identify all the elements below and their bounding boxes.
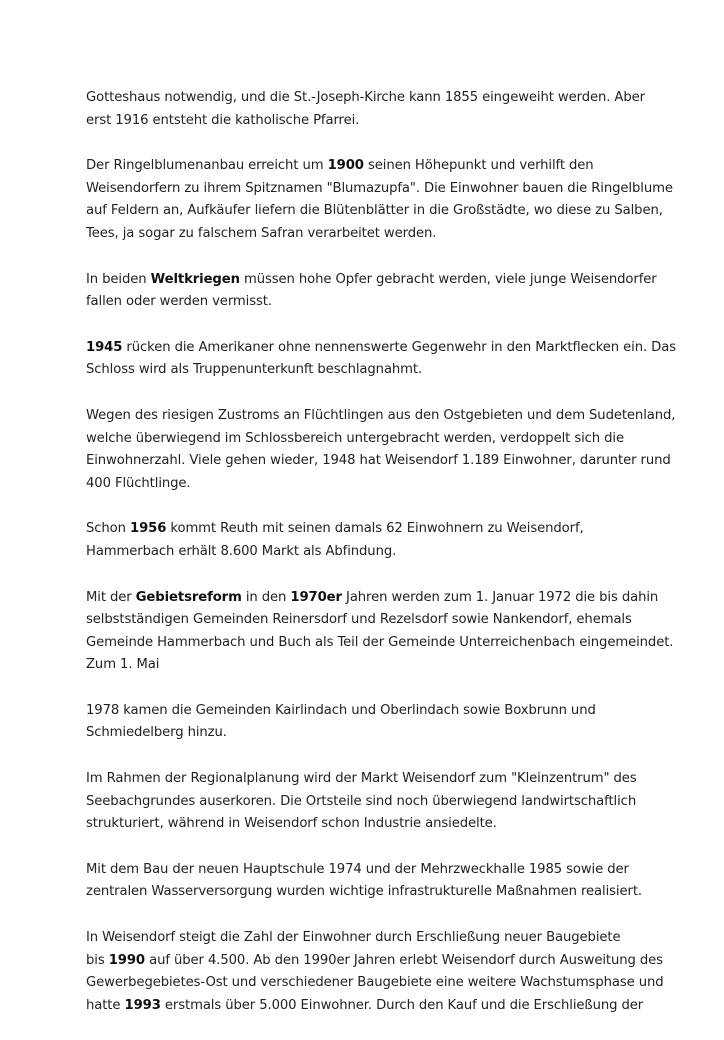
text-line bbox=[86, 518, 646, 541]
text-line bbox=[86, 654, 646, 677]
text-line bbox=[86, 881, 646, 904]
text-segment: Mit der bbox=[86, 589, 136, 605]
text-segment: hatte bbox=[86, 997, 125, 1013]
paragraph bbox=[86, 269, 657, 314]
paragraph bbox=[86, 155, 673, 245]
bold-text: 1900 bbox=[327, 158, 364, 174]
text-segment: seinen Höhepunkt und verhilft den bbox=[363, 158, 594, 174]
bold-text: 1945 bbox=[86, 339, 123, 355]
text-segment: Seebachgrundes auserkoren. Die Ortsteile sind noch überwiegend landwirtschaftlich bbox=[86, 793, 637, 809]
paragraph bbox=[86, 587, 674, 677]
paragraph bbox=[86, 700, 646, 745]
bold-text: 1993 bbox=[124, 997, 161, 1013]
text-line bbox=[86, 155, 646, 178]
text-segment: strukturiert, während in Weisendorf schon Industrie ansiedelte. bbox=[86, 816, 497, 832]
text-segment: in den bbox=[241, 589, 291, 605]
text-segment: müssen hohe Opfer gebracht werden, viele junge Weisendorfer bbox=[239, 271, 657, 287]
text-line bbox=[86, 110, 646, 133]
paragraph bbox=[86, 87, 646, 132]
paragraph bbox=[86, 518, 646, 563]
text-segment: Jahren werden zum 1. Januar 1972 die bis dahin bbox=[341, 589, 659, 605]
text-segment: In Weisendorf steigt die Zahl der Einwohner durch Erschließung neuer Baugebiete bbox=[86, 930, 621, 946]
text-line bbox=[86, 927, 646, 950]
text-segment: selbstständigen Gemeinden Reinersdorf und Rezelsdorf sowie Nankendorf, ehemals bbox=[86, 612, 632, 628]
text-line bbox=[86, 541, 646, 564]
text-segment: 1978 kamen die Gemeinden Kairlindach und Oberlindach sowie Boxbrunn und bbox=[86, 702, 596, 718]
text-line bbox=[86, 269, 657, 292]
text-line bbox=[86, 359, 646, 382]
paragraph bbox=[86, 337, 676, 382]
text-line bbox=[86, 291, 646, 314]
paragraph bbox=[86, 405, 676, 495]
text-segment: Wegen des riesigen Zustroms an Flüchtlingen aus den Ostgebieten und dem Sudetenland, bbox=[86, 407, 676, 423]
text-line bbox=[86, 813, 646, 836]
text-line bbox=[86, 587, 659, 610]
text-segment: Hammerbach erhält 8.600 Markt als Abfindung. bbox=[86, 543, 397, 559]
text-line bbox=[86, 450, 671, 473]
text-segment: Der Ringelblumenanbau erreicht um bbox=[86, 158, 328, 174]
text-line bbox=[86, 223, 646, 246]
text-segment: 400 Flüchtlinge. bbox=[86, 475, 191, 491]
text-segment: Schon bbox=[86, 521, 130, 537]
text-segment: rücken die Amerikaner ohne nennenswerte Gegenwehr in den Marktflecken ein. Das bbox=[122, 339, 676, 355]
text-segment: Im Rahmen der Regionalplanung wird der Markt Weisendorf zum "Kleinzentrum" des bbox=[86, 771, 637, 787]
text-segment: Schmiedelberg hinzu. bbox=[86, 725, 227, 741]
text-line bbox=[86, 722, 646, 745]
bold-text: 1970er bbox=[290, 589, 342, 605]
text-line bbox=[86, 405, 676, 428]
paragraph bbox=[86, 859, 646, 904]
bold-text: 1990 bbox=[108, 952, 146, 968]
text-segment: Zum 1. Mai bbox=[86, 657, 160, 673]
text-line bbox=[86, 791, 646, 814]
document-body bbox=[86, 87, 676, 1040]
text-line bbox=[86, 950, 663, 973]
text-line bbox=[86, 428, 646, 451]
text-line bbox=[86, 200, 663, 223]
paragraph bbox=[86, 927, 664, 1017]
text-segment: In beiden bbox=[86, 271, 151, 287]
text-segment: kommt Reuth mit seinen damals 62 Einwohnern zu Weisendorf, bbox=[166, 521, 584, 537]
text-segment: auf über 4.500. Ab den 1990er Jahren erlebt Weisendorf durch Ausweitung des bbox=[145, 952, 663, 968]
text-segment: bis bbox=[86, 952, 109, 968]
text-line bbox=[86, 972, 664, 995]
text-segment: Schloss wird als Truppenunterkunft beschlagnahmt. bbox=[86, 362, 423, 378]
text-segment: Einwohnerzahl. Viele gehen wieder, 1948 hat Weisendorf 1.189 Einwohner, darunter rund bbox=[86, 453, 671, 469]
text-segment: auf Feldern an, Aufkäufer liefern die Blütenblätter in die Großstädte, wo diese zu Salben, bbox=[86, 203, 663, 219]
text-segment: Gemeinde Hammerbach und Buch als Teil der Gemeinde Unterreichenbach eingemeindet. bbox=[86, 634, 674, 650]
bold-text: 1956 bbox=[130, 521, 167, 537]
text-line bbox=[86, 473, 646, 496]
text-line bbox=[86, 859, 646, 882]
text-line bbox=[86, 700, 646, 723]
text-line bbox=[86, 768, 646, 791]
text-segment: zentralen Wasserversorgung wurden wichtige infrastrukturelle Maßnahmen realisiert. bbox=[86, 884, 642, 900]
text-segment: Tees, ja sogar zu falschem Safran verarbeitet werden. bbox=[86, 225, 437, 241]
text-segment: Mit dem Bau der neuen Hauptschule 1974 und der Mehrzweckhalle 1985 sowie der bbox=[86, 861, 629, 877]
text-segment: Gotteshaus notwendig, und die St.-Joseph-Kirche kann 1855 eingeweiht werden. Aber bbox=[86, 90, 645, 105]
bold-text: Gebietsreform bbox=[135, 589, 242, 605]
text-segment: Weisendorfern zu ihrem Spitznamen "Blumazupfa". Die Einwohner bauen die Ringelblume bbox=[86, 180, 673, 196]
text-segment: erstmals über 5.000 Einwohner. Durch den Kauf und die Erschließung der bbox=[160, 997, 644, 1013]
text-line bbox=[86, 995, 646, 1018]
text-line bbox=[86, 337, 676, 360]
text-line bbox=[86, 87, 646, 110]
text-line bbox=[86, 609, 646, 632]
text-segment: erst 1916 entsteht die katholische Pfarrei. bbox=[86, 112, 360, 128]
text-segment: welche überwiegend im Schlossbereich untergebracht werden, verdoppelt sich die bbox=[86, 430, 625, 446]
text-segment: Gewerbegebietes-Ost und verschiedener Baugebiete eine weitere Wachstumsphase und bbox=[86, 975, 664, 991]
text-line bbox=[86, 178, 673, 201]
bold-text: Weltkriegen bbox=[150, 271, 240, 287]
paragraph bbox=[86, 768, 646, 836]
text-segment: fallen oder werden vermisst. bbox=[86, 294, 272, 310]
text-line bbox=[86, 632, 674, 655]
